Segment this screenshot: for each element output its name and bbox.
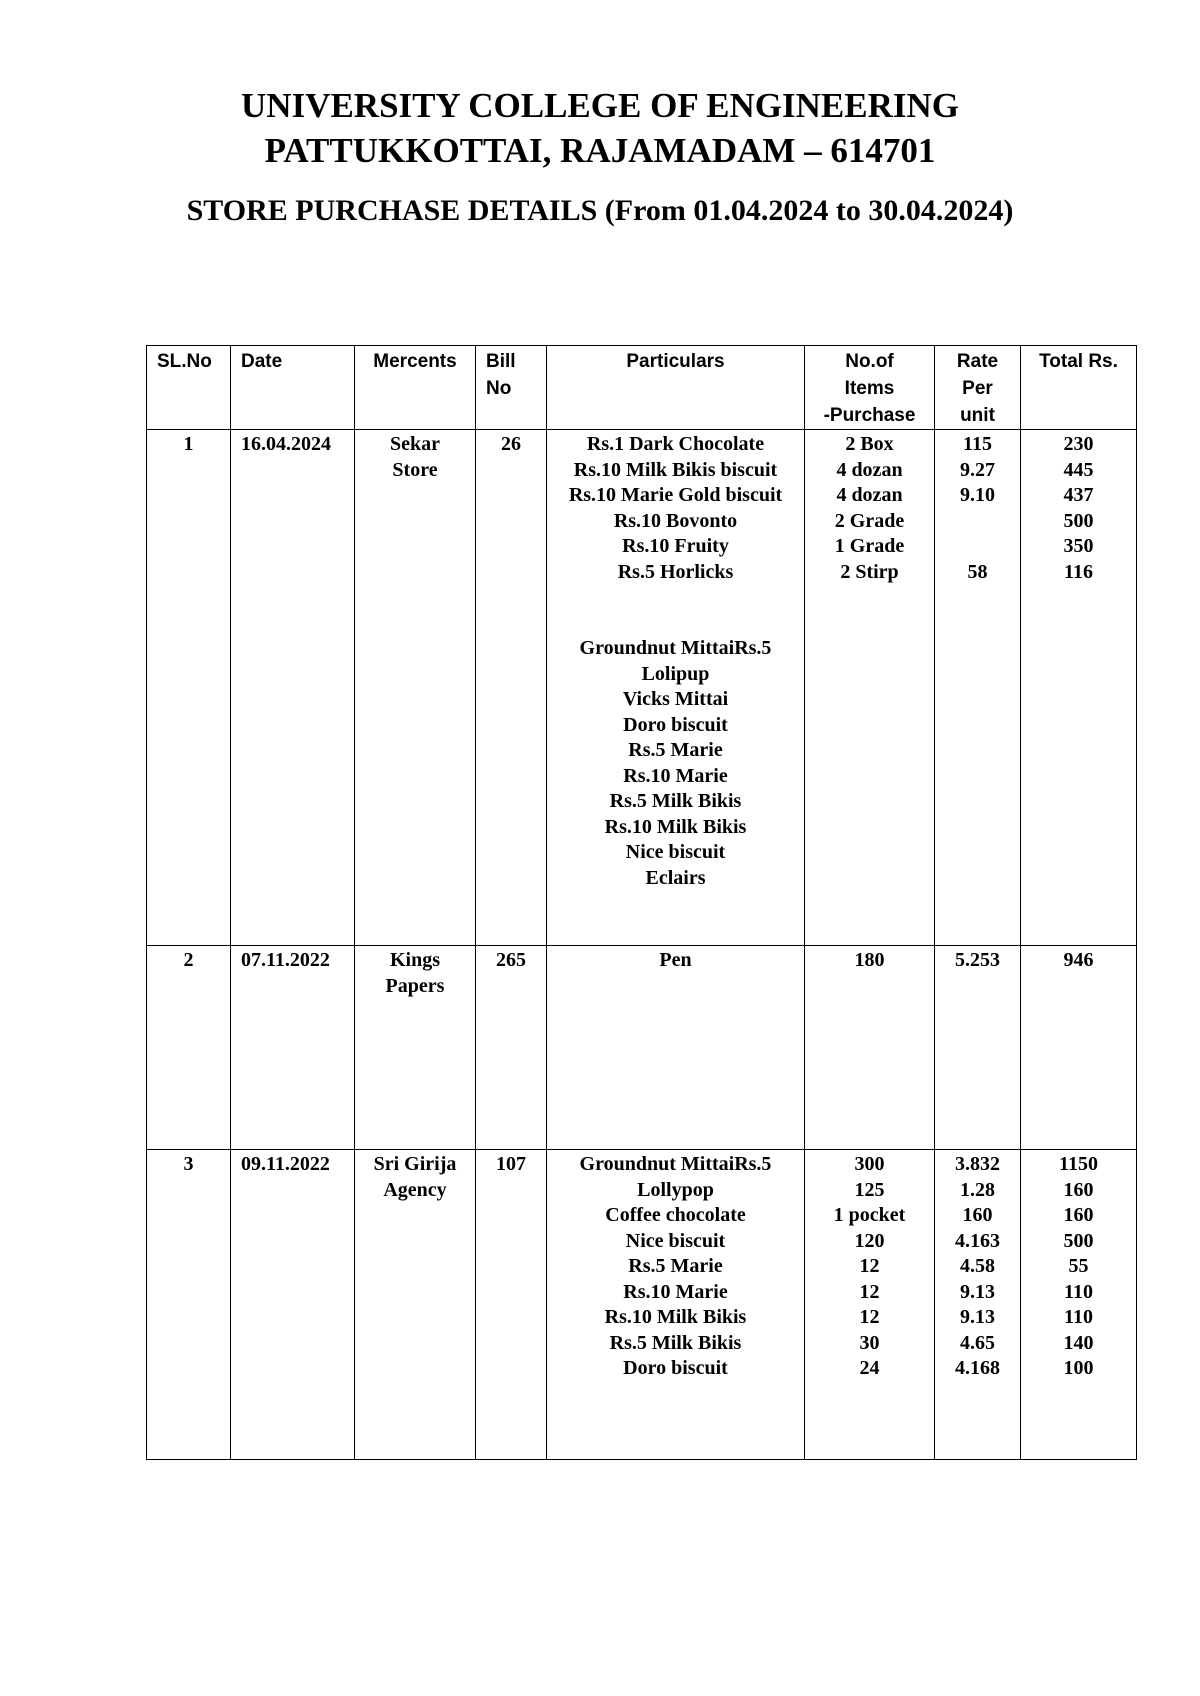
institution-title: UNIVERSITY COLLEGE OF ENGINEERING (241, 86, 959, 125)
particular-line: Rs.10 Marie (623, 764, 728, 787)
particular-line: Eclairs (645, 866, 706, 889)
cell-date: 16.04.2024 (231, 430, 355, 946)
particular-line: Rs.5 Horlicks (617, 560, 734, 583)
header-date: Date (231, 346, 355, 430)
cell-bill-no: 26 (476, 430, 547, 946)
cell-date: 09.11.2022 (231, 1150, 355, 1460)
cell-rate: 3.832 1.28 160 4.163 4.58 9.13 9.13 4.65 4.168 (935, 1150, 1021, 1460)
particular-line: Coffee chocolate (605, 1204, 746, 1226)
particular-line: Nice biscuit (625, 841, 726, 863)
particular-line: Rs.10 Marie Gold biscuit (568, 484, 783, 506)
particular-line: Rs.10 Fruity (622, 535, 729, 557)
particular-line: Rs.10 Bovonto (613, 509, 738, 532)
table-row (147, 430, 1137, 946)
cell-date: 07.11.2022 (231, 946, 355, 1150)
cell-bill-no: 107 (476, 1150, 547, 1460)
purchase-table (146, 345, 1137, 1460)
cell-bill-no: 265 (476, 946, 547, 1150)
particular-line: Lolipup (641, 662, 710, 685)
cell-rate: 115 9.27 9.10 58 (935, 430, 1021, 946)
cell-sl-no: 3 (147, 1150, 231, 1460)
cell-no-of-items: 300 125 1 pocket 120 12 12 12 30 24 (805, 1150, 935, 1460)
institution-address: PATTUKKOTTAI, RAJAMADAM – 614701 (264, 131, 936, 170)
cell-sl-no: 1 (147, 430, 231, 946)
particular-line: Nice biscuit (625, 1229, 726, 1252)
table-header-row (147, 346, 1137, 430)
cell-merchant: Sri Girija Agency (355, 1150, 476, 1460)
particular-line: Groundnut MittaiRs.5 (579, 1153, 772, 1175)
cell-no-of-items: 2 Box 4 dozan 4 dozan 2 Grade 1 Grade 2 Stirp (805, 430, 935, 946)
particular-line: Rs.5 Milk Bikis (609, 1331, 742, 1354)
cell-total: 1150 160 160 500 55 110 110 140 100 (1021, 1150, 1137, 1460)
particular-line: Rs.10 Milk Bikis biscuit (573, 458, 778, 481)
particular-line: Rs.5 Marie (628, 739, 723, 761)
report-title: STORE PURCHASE DETAILS (From 01.04.2024 to 30.04.2024) (186, 194, 1014, 227)
particular-line: Rs.10 Milk Bikis (604, 1306, 747, 1328)
particular-line: Groundnut MittaiRs.5 (579, 637, 772, 659)
particular-line: Vicks Mittai (622, 688, 729, 710)
particular-line: Rs.1 Dark Chocolate (586, 433, 765, 455)
particular-line: Rs.10 Marie (623, 1280, 728, 1303)
table-row (147, 946, 1137, 1150)
header-total: Total Rs. (1021, 346, 1137, 430)
header-bill-no: Bill No (476, 346, 547, 430)
particular-line: Doro biscuit (623, 1357, 728, 1379)
particular-line: Rs.5 Marie (628, 1255, 723, 1277)
cell-particulars: Pen (547, 946, 805, 1150)
particular-line: Doro biscuit (623, 713, 728, 736)
table-row (147, 1150, 1137, 1460)
cell-sl-no: 2 (147, 946, 231, 1150)
cell-rate: 5.253 (935, 946, 1021, 1150)
particular-line: Rs.5 Milk Bikis (609, 790, 742, 812)
cell-total: 946 (1021, 946, 1137, 1150)
particular-line: Rs.10 Milk Bikis (604, 815, 747, 838)
particular-line: Lollypop (637, 1178, 714, 1201)
cell-no-of-items: 180 (805, 946, 935, 1150)
cell-particulars (547, 1150, 805, 1460)
cell-total: 230 445 437 500 350 116 (1021, 430, 1137, 946)
header-no-of-items: No.of Items -Purchase (805, 346, 935, 430)
cell-merchant: Sekar Store (355, 430, 476, 946)
header-rate-per-unit: Rate Per unit (935, 346, 1021, 430)
header-merchants: Mercents (355, 346, 476, 430)
cell-merchant: Kings Papers (355, 946, 476, 1150)
header-sl-no: SL.No (147, 346, 231, 430)
header-particulars: Particulars (547, 346, 805, 430)
cell-particulars (547, 430, 805, 946)
